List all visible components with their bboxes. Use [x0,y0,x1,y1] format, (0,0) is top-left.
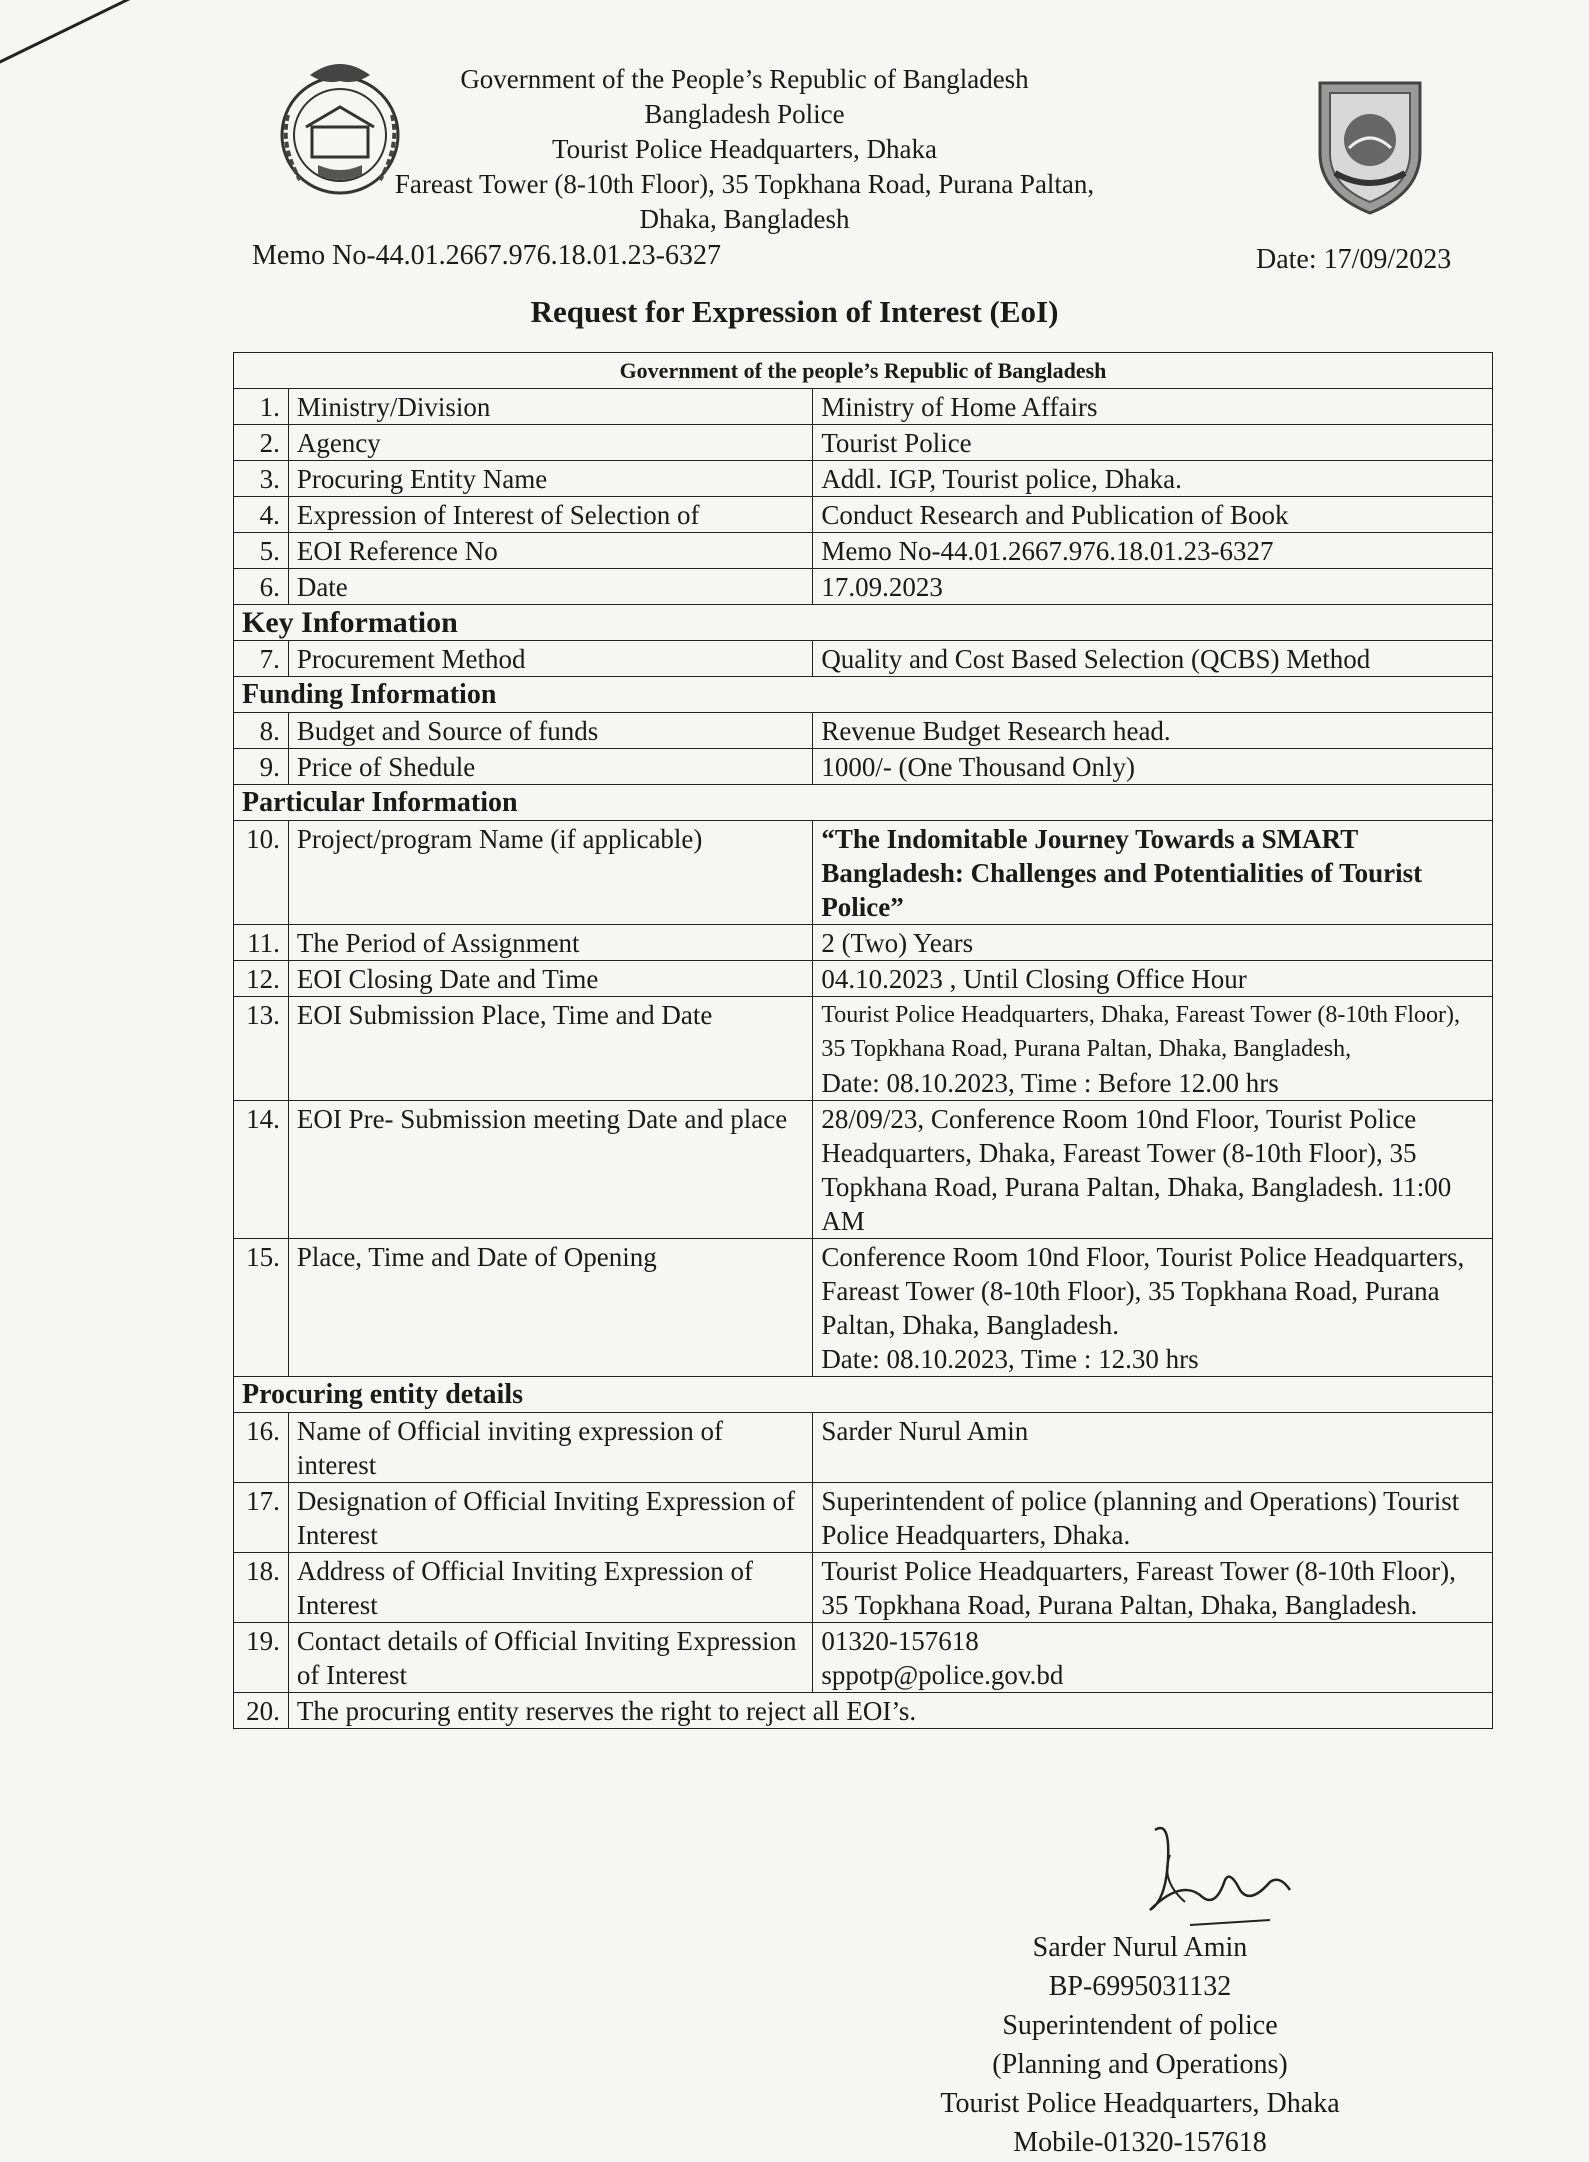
memo-number: Memo No-44.01.2667.976.18.01.23-6327 [252,240,721,271]
letterhead [0,62,1589,237]
row-label: The Period of Assignment [288,925,812,961]
row-label: Contact details of Official Inviting Expression of Interest [288,1623,812,1693]
section-row [234,1377,1493,1413]
table-row [234,425,1493,461]
signature-block [880,1928,1400,2162]
row-label: Address of Official Inviting Expression of Interest [288,1553,812,1623]
row-number: 8. [234,713,289,749]
row-number: 17. [234,1483,289,1553]
row-value: Superintendent of police (planning and Operations) Tourist Police Headquarters, Dhaka. [813,1483,1493,1553]
eoi-table [233,352,1493,1729]
row-value: “The Indomitable Journey Towards a SMART Bangladesh: Challenges and Potentialities of Tourist Police” [813,821,1493,925]
row-label: EOI Reference No [288,533,812,569]
row-label: Procurement Method [288,641,812,677]
row-value: Memo No-44.01.2667.976.18.01.23-6327 [813,533,1493,569]
table-row [234,497,1493,533]
row-number: 13. [234,997,289,1101]
table-row [234,533,1493,569]
table-row [234,1693,1493,1729]
row-number: 3. [234,461,289,497]
row-number: 12. [234,961,289,997]
submission-date-time: Date: 08.10.2023, Time : Before 12.00 hrs [821,1068,1279,1098]
letterhead-line-5: Dhaka, Bangladesh [639,204,850,234]
table-row [234,925,1493,961]
letterhead-line-4: Fareast Tower (8-10th Floor), 35 Topkhana Road, Purana Paltan, [394,169,1095,199]
row-number: 16. [234,1413,289,1483]
row-value: 17.09.2023 [813,569,1493,605]
contact-phone: 01320-157618 [821,1626,979,1656]
table-row [234,1483,1493,1553]
row-number: 18. [234,1553,289,1623]
row-label: The procuring entity reserves the right to reject all EOI’s. [288,1693,1492,1729]
row-value [813,997,1493,1101]
table-row [234,1623,1493,1693]
row-value: 04.10.2023 , Until Closing Office Hour [813,961,1493,997]
row-label: Agency [288,425,812,461]
row-number: 2. [234,425,289,461]
row-label: Project/program Name (if applicable) [288,821,812,925]
row-number: 1. [234,389,289,425]
section-row [234,677,1493,713]
letterhead-line-1: Government of the People’s Republic of Bangladesh [460,64,1029,94]
row-value: 1000/- (One Thousand Only) [813,749,1493,785]
row-value: Tourist Police Headquarters, Fareast Tower (8-10th Floor), 35 Topkhana Road, Purana Paltan, Dhaka, Bangladesh. [813,1553,1493,1623]
table-row [234,569,1493,605]
submission-place: Tourist Police Headquarters, Dhaka, Fareast Tower (8-10th Floor), 35 Topkhana Road, Purana Paltan, Dhaka, Bangladesh, [821,1002,1461,1062]
section-row [234,785,1493,821]
contact-email: sppotp@police.gov.bd [821,1660,1064,1690]
signatory-office: Tourist Police Headquarters, Dhaka [940,2088,1340,2119]
signatory-mobile: Mobile-01320-157618 [1013,2127,1267,2158]
table-row [234,821,1493,925]
table-row [234,1101,1493,1239]
row-number: 15. [234,1239,289,1377]
row-label: EOI Submission Place, Time and Date [288,997,812,1101]
row-number: 20. [234,1693,289,1729]
row-label: Budget and Source of funds [288,713,812,749]
opening-place: Conference Room 10nd Floor, Tourist Police Headquarters, Fareast Tower (8-10th Floor), 35 Topkhana Road, Purana Paltan, Dhaka, Bangladesh. [821,1242,1465,1340]
letterhead-line-2: Bangladesh Police [644,99,845,129]
document-title: Request for Expression of Interest (EoI) [530,294,1059,329]
section-procuring-entity-details: Procuring entity details [234,1377,1493,1413]
table-row [234,1413,1493,1483]
signatory-unit: (Planning and Operations) [992,2049,1288,2080]
row-label: Procuring Entity Name [288,461,812,497]
row-value: 28/09/23, Conference Room 10nd Floor, Tourist Police Headquarters, Dhaka, Fareast Tower (8-10th Floor), 35 Topkhana Road, Purana Paltan, Dhaka, Bangladesh. 11:00 AM [813,1101,1493,1239]
signatory-name: Sarder Nurul Amin [1032,1932,1248,1963]
row-value: Quality and Cost Based Selection (QCBS) Method [813,641,1493,677]
row-label: EOI Closing Date and Time [288,961,812,997]
row-number: 7. [234,641,289,677]
table-row [234,641,1493,677]
row-label: Place, Time and Date of Opening [288,1239,812,1377]
row-value: Revenue Budget Research head. [813,713,1493,749]
section-row [234,605,1493,641]
row-value [813,1623,1493,1693]
row-number: 4. [234,497,289,533]
memo-date: Date: 17/09/2023 [1256,244,1452,275]
table-row [234,749,1493,785]
row-number: 5. [234,533,289,569]
signatory-bp-number: BP-6995031132 [1048,1971,1232,2002]
signatory-designation: Superintendent of police [1002,2010,1278,2041]
table-row [234,1239,1493,1377]
row-value: Conduct Research and Publication of Book [813,497,1493,533]
table-row [234,961,1493,997]
table-row [234,713,1493,749]
table-row [234,389,1493,425]
section-key-information: Key Information [234,605,1493,641]
row-number: 14. [234,1101,289,1239]
row-number: 19. [234,1623,289,1693]
table-header-row [234,353,1493,389]
row-value: 2 (Two) Years [813,925,1493,961]
row-number: 6. [234,569,289,605]
row-label: EOI Pre- Submission meeting Date and place [288,1101,812,1239]
opening-date-time: Date: 08.10.2023, Time : 12.30 hrs [821,1344,1199,1374]
table-row [234,461,1493,497]
row-value: Sarder Nurul Amin [813,1413,1493,1483]
row-number: 10. [234,821,289,925]
table-row [234,997,1493,1101]
row-number: 9. [234,749,289,785]
row-label: Expression of Interest of Selection of [288,497,812,533]
row-value: Addl. IGP, Tourist police, Dhaka. [813,461,1493,497]
letterhead-line-3: Tourist Police Headquarters, Dhaka [552,134,937,164]
table-header: Government of the people’s Republic of Bangladesh [234,353,1493,389]
row-label: Ministry/Division [288,389,812,425]
row-label: Date [288,569,812,605]
row-value: Ministry of Home Affairs [813,389,1493,425]
row-value: Tourist Police [813,425,1493,461]
row-label: Name of Official inviting expression of interest [288,1413,812,1483]
row-label: Price of Shedule [288,749,812,785]
table-row [234,1553,1493,1623]
row-label: Designation of Official Inviting Expression of Interest [288,1483,812,1553]
row-number: 11. [234,925,289,961]
section-particular-information: Particular Information [234,785,1493,821]
row-value [813,1239,1493,1377]
section-funding-information: Funding Information [234,677,1493,713]
